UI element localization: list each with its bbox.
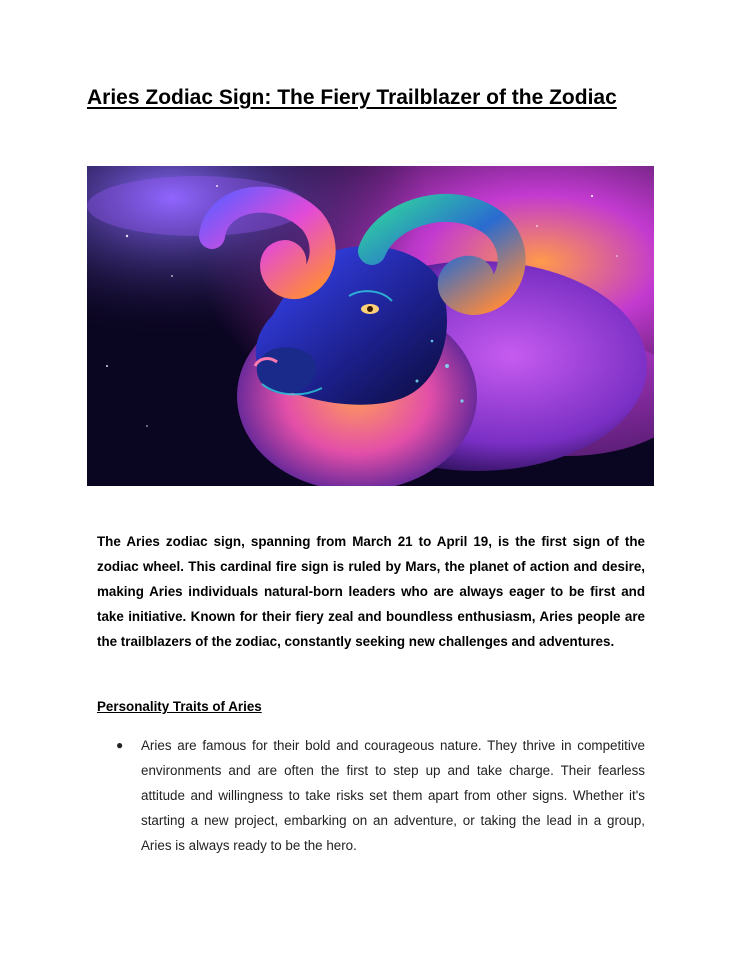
bullet-text: Aries are famous for their bold and courageous nature. They thrive in competitive environments and are often the first to step up and take charge. Their fearless attitude and willingness to take risks set them apart from other signs. Whether it's starting a new project, embarking on an adventure, or taking the lead in a group, Aries is always ready to be the hero. bbox=[141, 738, 645, 853]
bullet-list bbox=[97, 733, 645, 858]
list-item bbox=[97, 733, 645, 858]
intro-paragraph: The Aries zodiac sign, spanning from March 21 to April 19, is the first sign of the zodiac wheel. This cardinal fire sign is ruled by Mars, the planet of action and desire, making Aries individuals natural-born leaders who are always eager to be first and take initiative. Known for their fiery zeal and boundless enthusiasm, Aries people are the trailblazers of the zodiac, constantly seeking new challenges and adventures. bbox=[97, 534, 645, 649]
ram-illustration-icon bbox=[87, 166, 654, 486]
page-title: Aries Zodiac Sign: The Fiery Trailblazer of the Zodiac bbox=[87, 86, 617, 109]
hero-image bbox=[87, 166, 654, 486]
bullet-icon: ● bbox=[116, 738, 124, 752]
section-heading-personality: Personality Traits of Aries bbox=[97, 699, 262, 714]
